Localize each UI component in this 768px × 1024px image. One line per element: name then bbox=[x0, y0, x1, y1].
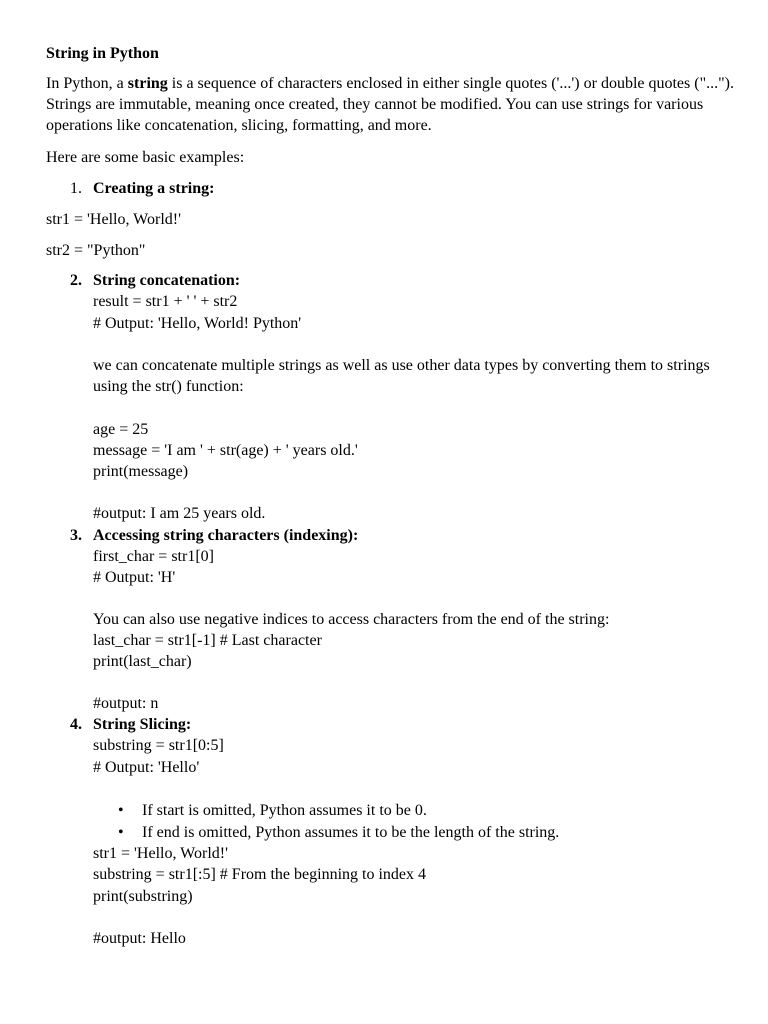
code-line: message = 'I am ' + str(age) + ' years old.' bbox=[93, 442, 358, 459]
code-line: print(message) bbox=[93, 463, 189, 480]
list-number-1: 1. bbox=[70, 180, 82, 197]
code-line: last_char = str1[-1] # Last character bbox=[93, 632, 322, 649]
list-number-4: 4. bbox=[70, 716, 82, 733]
code-output: #output: n bbox=[93, 695, 159, 712]
code-output: #output: Hello bbox=[93, 930, 186, 947]
code-line: str1 = 'Hello, World!' bbox=[93, 845, 228, 862]
section-4-heading: String Slicing: bbox=[93, 716, 192, 733]
code-line: # Output: 'H' bbox=[93, 569, 176, 586]
list-number-3: 3. bbox=[70, 527, 82, 544]
document-title: String in Python bbox=[46, 45, 159, 62]
list-number-2: 2. bbox=[70, 272, 82, 289]
examples-intro: Here are some basic examples: bbox=[46, 149, 245, 166]
code-line: str1 = 'Hello, World!' bbox=[46, 211, 181, 228]
list-item: If end is omitted, Python assumes it to be the length of the string. bbox=[142, 824, 560, 841]
bullet-icon: • bbox=[118, 802, 124, 819]
section-2-heading: String concatenation: bbox=[93, 272, 241, 289]
code-line: print(substring) bbox=[93, 888, 193, 905]
code-line: result = str1 + ' ' + str2 bbox=[93, 293, 238, 310]
list-item: If start is omitted, Python assumes it to be 0. bbox=[142, 802, 427, 819]
section-2-note: we can concatenate multiple strings as well as use other data types by converting them to strings using the str() function: bbox=[93, 357, 710, 395]
code-line: # Output: 'Hello, World! Python' bbox=[93, 315, 302, 332]
string-keyword: string bbox=[127, 75, 168, 92]
bullet-icon: • bbox=[118, 824, 124, 841]
code-line: first_char = str1[0] bbox=[93, 548, 214, 565]
code-line: age = 25 bbox=[93, 421, 149, 438]
code-output: #output: I am 25 years old. bbox=[93, 505, 266, 522]
section-3-heading: Accessing string characters (indexing): bbox=[93, 527, 359, 544]
code-line: # Output: 'Hello' bbox=[93, 759, 200, 776]
code-line: substring = str1[:5] # From the beginning to index 4 bbox=[93, 866, 426, 883]
intro-paragraph: In Python, a string is a sequence of characters enclosed in either single quotes ('...') or double quotes ("..."). Strings are immutable, meaning once created, they cannot be modified. You can use strings for various operations like concatenation, slicing, formatting, and more. bbox=[46, 75, 734, 134]
code-line: str2 = "Python" bbox=[46, 242, 146, 259]
code-line: substring = str1[0:5] bbox=[93, 737, 224, 754]
section-3-note: You can also use negative indices to access characters from the end of the string: bbox=[93, 611, 610, 628]
code-line: print(last_char) bbox=[93, 653, 192, 670]
section-1-heading: Creating a string: bbox=[93, 180, 215, 197]
